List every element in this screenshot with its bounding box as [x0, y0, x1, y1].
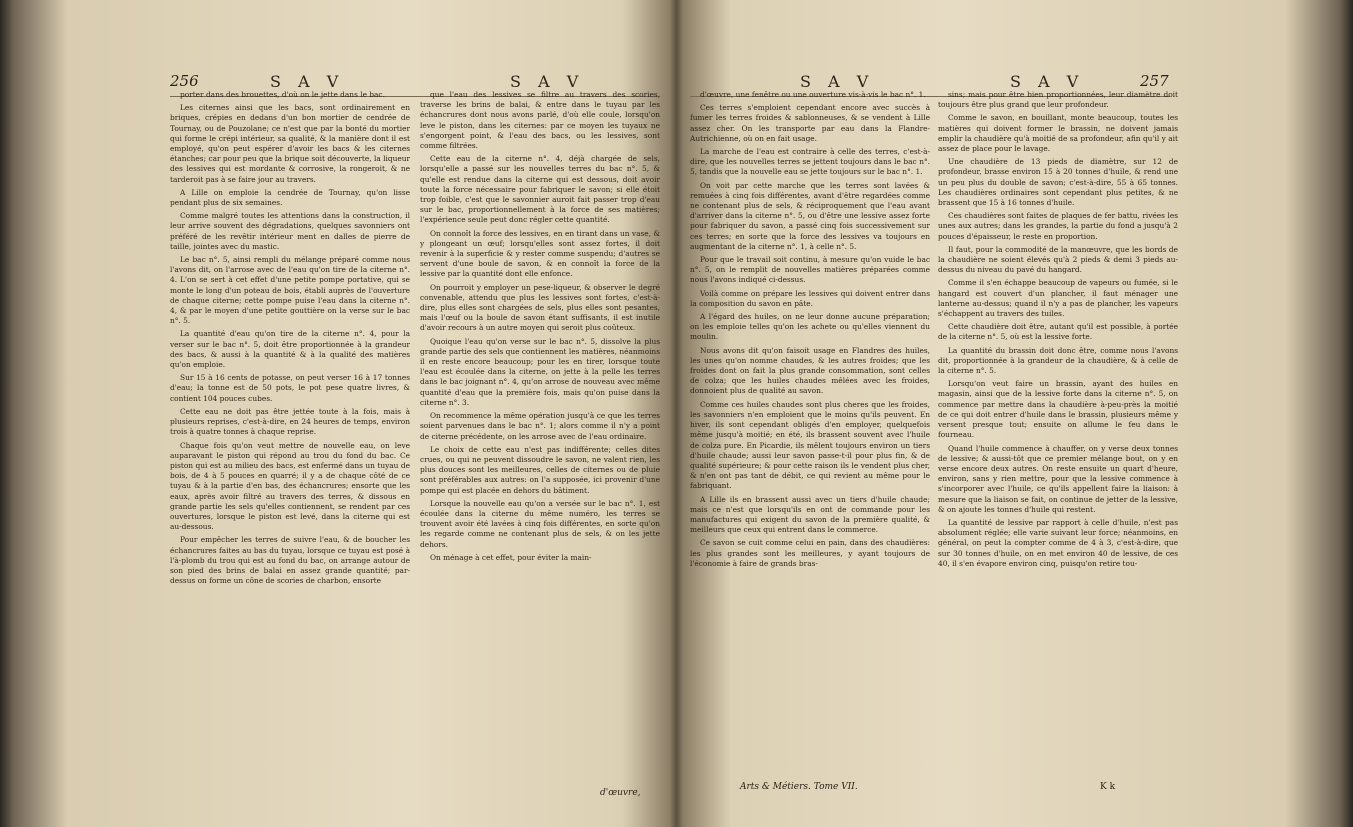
paragraph: Cette chaudière doit être, autant qu'il est possible, à portée de la citerne n°. 5, où est la lessive forte.	[938, 322, 1178, 342]
paragraph: Comme ces huiles chaudes sont plus cheres que les froides, les savonniers n'en emploient que le moins qu'ils peuvent. En hiver, ils sont cependant obligés d'en employer, quelquefois même jusqu'à moitié; en été, ils brassent souvent avec l'huile de colza pure. En Picardie, ils mêlent toujours environ un tiers d'huile chaude; aussi leur savon passe-t-il pour plus fin, & de qualité supérieure; & pour cette raison ils le vendent plus cher, & n'en ont pas tant de débit, ce qui revient au même pour le fabriquant.	[690, 399, 930, 491]
paragraph: Ces chaudières sont faites de plaques de fer battu, rivées les unes aux autres; dans les grandes, la partie du fond a jusqu'à 2 pouces d'épaisseur, le reste en proportion.	[938, 211, 1178, 241]
paragraph: Lorsque la nouvelle eau qu'on a versée sur le bac n°. 1, est écoulée dans la citerne du même numéro, les terres se trouvent avoir été lavées à cinq fois différentes, en sorte qu'on les regarde comme ne contenant plus de sels, & on les jette dehors.	[420, 498, 660, 549]
paragraph: Quand l'huile commence à chauffer, on y verse deux tonnes de lessive; & aussi-tôt que ce premier mélange bout, on y en verse encore deux autres. On reste ensuite un quart d'heure, environ, sans y rien mettre, pour que la lessive commence à s'incorporer avec l'huile, ce qu'ils appellent faire la liaison: à mesure que la liaison se fait, on continue de jetter de la lessive, & on ajoute les tonnes d'huile qui restent.	[938, 443, 1178, 514]
paragraph: On pourroit y employer un pese-liqueur, & observer le degré convenable, attendu que plus les lessives sont fortes, c'est-à-dire, plus elles sont chargées de sels, plus elles sont pesantes, mais l'œuf ou la boule de savon étant suffisants, il est inutile d'avoir recours à un autre moyen qui seroit plus coûteux.	[420, 282, 660, 333]
paragraph: Ce savon se cuit comme celui en pain, dans des chaudières: les plus grandes sont les meilleures, y ayant toujours de l'économie à faire de grands bras-	[690, 538, 930, 568]
paragraph: Comme malgré toutes les attentions dans la construction, il leur arrive souvent des dégradations, quelques savonniers ont préféré de les revêtir intérieur ment en dalles de pierre de taille, jointes avec du mastic.	[170, 211, 410, 251]
paragraph: Le choix de cette eau n'est pas indifférente; celles dites crues, ou qui ne peuvent dissoudre le savon, ne valent rien, les plus douces sont les meilleures, celles de citernes ou de pluie sont préférables aux autres: on l'a supposée, ici provenir d'une pompe qui est placée en dehors du bâtiment.	[420, 444, 660, 495]
text-column	[420, 90, 660, 790]
paragraph: d'œuvre, une fenêtre ou une ouverture vis-à-vis le bac n°. 1.	[700, 90, 926, 99]
text-column	[690, 90, 930, 778]
paragraph: A l'égard des huiles, on ne leur donne aucune préparation; on les emploie telles qu'on les achete ou qu'elles viennent du moulin.	[690, 312, 930, 342]
paragraph: Quoique l'eau qu'on verse sur le bac n°. 5, dissolve la plus grande partie des sels que contiennent les matières, néanmoins il en reste encore beaucoup; pour les en tirer, lorsque toute l'eau est écoulée dans la citerne, on jette à la pelle les terres dans le bac joignant n°. 4, qu'on arrose de nouveau avec même quantité d'eau que la première fois, mais qu'on puise dans la citerne n°. 3.	[420, 336, 660, 407]
paragraph: La quantité de lessive par rapport à celle d'huile, n'est pas absolument réglée; elle varie suivant leur force; néanmoins, en général, on peut la compter comme de 4 à 3, c'est-à-dire, que sur 30 tonnes d'huile, on en met environ 40 de lessive, de ces 40, il s'en évapore environ cinq, puisqu'on retire tou-	[938, 517, 1178, 568]
paragraph: Sur 15 à 16 cents de potasse, on peut verser 16 à 17 tonnes d'eau; la tonne est de 50 pots, le pot pese quatre livres, & contient 104 pouces cubes.	[170, 373, 410, 403]
right-page	[680, 40, 1180, 800]
paragraph: Pour empêcher les terres de suivre l'eau, & de boucher les échancrures faites au bas du tuyau, lorsque ce tuyau est posé à l'à-plomb du trou qui est au fond du bac, on arrange autour de son pied des brins de balai en assez grande quantité; par-dessus on forme un cône de scories de charbon, ensorte	[170, 535, 410, 586]
paragraph: La quantité du brassin doit donc être, comme nous l'avons dit, proportionnée à la grandeur de la chaudière, & à celle de la citerne n°. 5.	[938, 345, 1178, 376]
paragraph: que l'eau des lessives se filtre au travers des scories, traverse les brins de balai, & entre dans le tuyau par les échancrures dont nous avons parlé, d'où elle coule, lorsqu'on leve le piston, dans les citernes: par ce moyen les tuyaux ne s'engorgent point, & l'eau des bacs, ou les lessives, sont comme filtrées.	[420, 90, 660, 151]
running-head: S A V	[510, 72, 585, 91]
text-column	[938, 90, 1178, 790]
paragraph: Chaque fois qu'on veut mettre de nouvelle eau, on leve auparavant le piston qui répond au trou du fond du bac. Ce piston qui est au milieu des bacs, est enfermé dans un tuyau de bois, de 4 à 5 pouces en quarré; il y a de chaque côté de ce tuyau & à la partie d'en bas, des échancrures; ensorte que les eaux, après avoir filtré au travers des terres, & dissous en grande partie les sels qu'elles contiennent, se rendent par ces ouvertures, lorsque le piston est levé, dans la citerne qui est au-dessous.	[170, 440, 410, 532]
signature-mark: K k	[1100, 782, 1116, 792]
paragraph: Lorsqu'on veut faire un brassin, ayant des huiles en magasin, ainsi que de la lessive forte dans la citerne n°. 5, on commence par mettre dans la chaudière à-peu-près la moitié de ce qui doit entrer d'huile dans le brassin, plusieurs même y versent presque tout; ensuite on allume le feu dans le fourneau.	[938, 379, 1178, 440]
paragraph: On voit par cette marche que les terres sont lavées & remuées à cinq fois différentes, avant d'être regardées comme ne contenant plus de sels, & réciproquement que l'eau avant d'arriver dans la citerne n°. 5, ou d'être une lessive assez forte pour fabriquer du savon, a passé cinq fois successivement sur ces terres; en sorte que la force des lessives va toujours en augmentant de la citerne n°. 1, à celle n°. 5.	[690, 180, 930, 251]
running-head: S A V	[800, 72, 875, 91]
paragraph: Cette eau de la citerne n°. 4, déjà chargée de sels, lorsqu'elle a passé sur les nouvelles terres du bac n°. 5, & qu'elle est rendue dans la citerne qui est dessous, doit avoir toute la force nécessaire pour fabriquer le savon; si elle étoit trop foible, c'est que le savonnier auroit fait passer trop d'eau sur le bac, proportionnellement à la force de ses matières; l'expérience seule peut donc régler cette quantité.	[420, 154, 660, 225]
left-page	[160, 40, 670, 800]
paragraph: On connoît la force des lessives, en en tirant dans un vase, & y plongeant un œuf; lorsqu'elles sont assez fortes, il doit revenir à la superficie & y rester comme suspendu; d'autres se servent d'une boule de savon, & en connoît la force de la lessive par la quantité dont elle enfonce.	[420, 228, 660, 279]
paragraph: Comme il s'en échappe beaucoup de vapeurs ou fumée, si le hangard est couvert d'un plancher, il faut ménager une lanterne au-dessus; quand il n'y a pas de plancher, les vapeurs s'échappent au travers des tuiles.	[938, 278, 1178, 319]
paragraph: Pour que le travail soit continu, à mesure qu'on vuide le bac n°. 5, on le remplit de nouvelles matières préparées comme nous l'avons indiqué ci-dessus.	[690, 255, 930, 285]
page-number: 256	[170, 72, 199, 90]
paragraph: Ces terres s'emploient cependant encore avec succès à fumer les terres froides & sablonneuses, & se vendent à Lille assez cher. On les transporte par eau dans la Flandre-Autrichienne, où on en fait usage.	[690, 103, 930, 143]
paragraph: Voilà comme on prépare les lessives qui doivent entrer dans la composition du savon en pâte.	[690, 288, 930, 308]
paragraph: On ménage à cet effet, pour éviter la main-	[430, 552, 592, 562]
paragraph: porter dans des brouettes, d'où on le jette dans le bac.	[180, 90, 385, 99]
paragraph: Cette eau ne doit pas être jettée toute à la fois, mais à plusieurs reprises, c'est-à-dire, en 24 heures de temps, environ trois à quatre tonnes à chaque reprise.	[170, 406, 410, 437]
catchword: d'œuvre,	[600, 788, 641, 798]
paragraph: Il faut, pour la commodité de la manœuvre, que les bords de la chaudière ne soient élevés qu'à 2 pieds & demi 3 pieds au-dessus du niveau du pavé du hangard.	[938, 244, 1178, 275]
text-column	[170, 90, 410, 790]
paragraph: A Lille on emploie la cendrée de Tournay, qu'on lisse pendant plus de six semaines.	[170, 187, 410, 208]
paragraph: On recommence la même opération jusqu'à ce que les terres soient parvenues dans le bac n°. 1; alors comme il n'y a point de citerne précédente, on les arrose avec de l'eau ordinaire.	[420, 411, 660, 441]
paragraph: Le bac n°. 5, ainsi rempli du mélange préparé comme nous l'avons dit, on l'arrose avec de l'eau qu'on tire de la citerne n°. 4. L'on se sert à cet effet d'une petite pompe portative, qui se monte le long d'un poteau de bois, établi auprès de l'ouverture de chaque citerne; cette pompe puise l'eau dans la citerne n°. 4, & par le moyen d'une petite gouttière on la verse sur le bac n°. 5.	[170, 255, 410, 326]
paragraph: Nous avons dit qu'on faisoit usage en Flandres des huiles, les unes qu'on nomme chaudes, & les autres froides; que les froides dont on fait la plus grande consommation, sont celles de colza; que les huiles chaudes mêlées avec les froides, donnoient plus de qualité au savon.	[690, 345, 930, 396]
paragraph: Les citernes ainsi que les bacs, sont ordinairement en briques, crépies en dedans d'un bon mortier de cendrée de Tournay, ou de Pouzolane; ce n'est que par la bonté du mortier qui forme le crépi intérieur, sa qualité, & la manière dont il est employé, qu'on peut espérer d'avoir les bacs & les citernes étanches; car pour peu que la brique soit découverte, la liqueur des lessives qui est mordante & corrosive, la rongeroit, & ne tarderoit pas à se faire jour au travers.	[170, 103, 410, 184]
paragraph: La marche de l'eau est contraire à celle des terres, c'est-à-dire, que les nouvelles terres se jettent toujours dans le bac n°. 5, tandis que la nouvelle eau se jette toujours sur le bac n°. 1.	[690, 147, 930, 177]
page-number: 257	[1140, 72, 1169, 90]
paragraph: La quantité d'eau qu'on tire de la citerne n°. 4, pour la verser sur le bac n°. 5, doit être proportionnée à la grandeur des bacs, & aussi à la quantité & à la qualité des matières qu'on emploie.	[170, 329, 410, 370]
running-head: S A V	[1010, 72, 1085, 91]
footer-volume: Arts & Métiers. Tome VII.	[740, 782, 858, 792]
running-head: S A V	[270, 72, 345, 91]
paragraph: Comme le savon, en bouillant, monte beaucoup, toutes les matières qui doivent former le brassin, ne doivent jamais emplir la chaudière qu'à moitié de sa profondeur, afin qu'il y ait assez de place pour le lavage.	[938, 113, 1178, 154]
paragraph: sins; mais pour être bien proportionnées, leur diamètre doit toujours être plus grand que leur profondeur.	[938, 90, 1178, 110]
paragraph: Une chaudière de 13 pieds de diamètre, sur 12 de profondeur, brasse environ 15 à 20 tonnes d'huile, & rend une un peu plus du double de savon; c'est-à-dire, 55 à 65 tonnes. Les chaudières ordinaires sont cependant plus petites, & ne brassent que 15 à 16 tonnes d'huile.	[938, 157, 1178, 208]
paragraph: A Lille ils en brassent aussi avec un tiers d'huile chaude; mais ce n'est que lorsqu'ils en ont de commande pour les manufactures qui exigent du savon de la première qualité, & meilleurs que ceux qui entrent dans le commerce.	[690, 494, 930, 535]
